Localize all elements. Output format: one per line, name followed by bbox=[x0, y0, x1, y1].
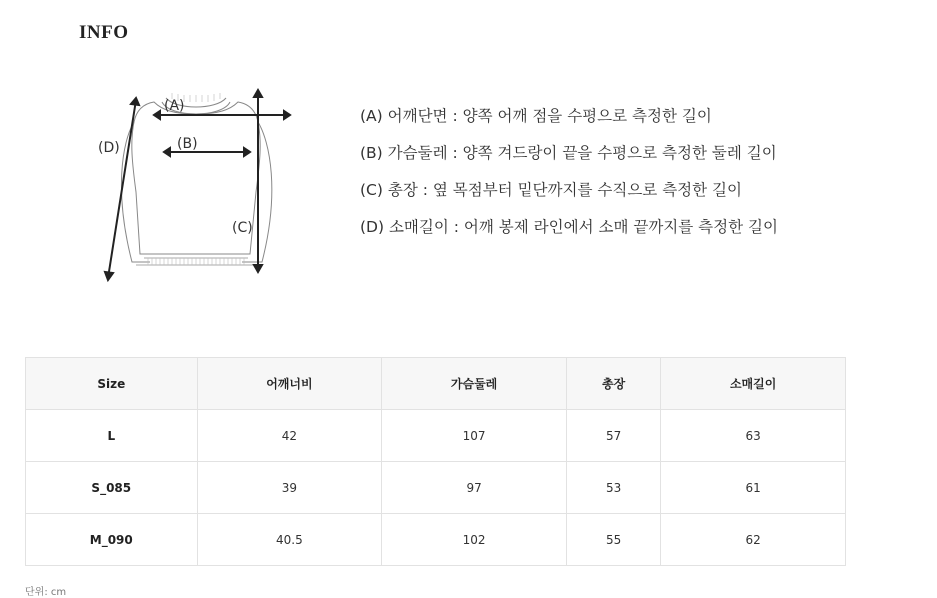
diagram-label-c: (C) bbox=[232, 220, 253, 236]
table-cell: 102 bbox=[382, 514, 567, 566]
legend-item-c: (C) 총장 : 옆 목점부터 밑단까지를 수직으로 측정한 길이 bbox=[360, 181, 742, 199]
table-row bbox=[26, 462, 846, 514]
legend-item-d: (D) 소매길이 : 어깨 봉제 라인에서 소매 끝까지를 측정한 길이 bbox=[360, 218, 778, 236]
page-title: INFO bbox=[79, 22, 129, 43]
header-shoulder: 어깨너비 bbox=[197, 358, 382, 410]
measure-line-d bbox=[108, 100, 136, 278]
diagram-label-d: (D) bbox=[98, 140, 120, 156]
table-cell: 107 bbox=[382, 410, 567, 462]
diagram-label-b: (B) bbox=[177, 136, 198, 152]
table-cell: 40.5 bbox=[197, 514, 382, 566]
table-cell: 63 bbox=[661, 410, 846, 462]
table-cell: 61 bbox=[661, 462, 846, 514]
header-chest: 가슴둘레 bbox=[382, 358, 567, 410]
header-size: Size bbox=[26, 358, 198, 410]
size-table bbox=[25, 357, 846, 566]
table-row bbox=[26, 514, 846, 566]
table-cell: 57 bbox=[566, 410, 660, 462]
header-length: 총장 bbox=[566, 358, 660, 410]
legend-item-a: (A) 어깨단면 : 양쪽 어깨 점을 수평으로 측정한 길이 bbox=[360, 107, 712, 125]
table-cell: 55 bbox=[566, 514, 660, 566]
table-cell-size: M_090 bbox=[26, 514, 198, 566]
unit-note: 단위: cm bbox=[25, 587, 67, 598]
right-sleeve-outline bbox=[242, 122, 272, 262]
table-cell: 42 bbox=[197, 410, 382, 462]
table-cell: 39 bbox=[197, 462, 382, 514]
legend-item-b: (B) 가슴둘레 : 양쪽 겨드랑이 끝을 수평으로 측정한 둘레 길이 bbox=[360, 144, 777, 162]
table-cell: 62 bbox=[661, 514, 846, 566]
header-sleeve: 소매길이 bbox=[661, 358, 846, 410]
table-row bbox=[26, 410, 846, 462]
sweater-measurement-diagram bbox=[92, 82, 317, 287]
table-cell-size: S_085 bbox=[26, 462, 198, 514]
diagram-label-a: (A) bbox=[164, 98, 185, 114]
table-header-row bbox=[26, 358, 846, 410]
table-cell-size: L bbox=[26, 410, 198, 462]
table-cell: 53 bbox=[566, 462, 660, 514]
measurement-legend bbox=[360, 104, 778, 252]
table-cell: 97 bbox=[382, 462, 567, 514]
